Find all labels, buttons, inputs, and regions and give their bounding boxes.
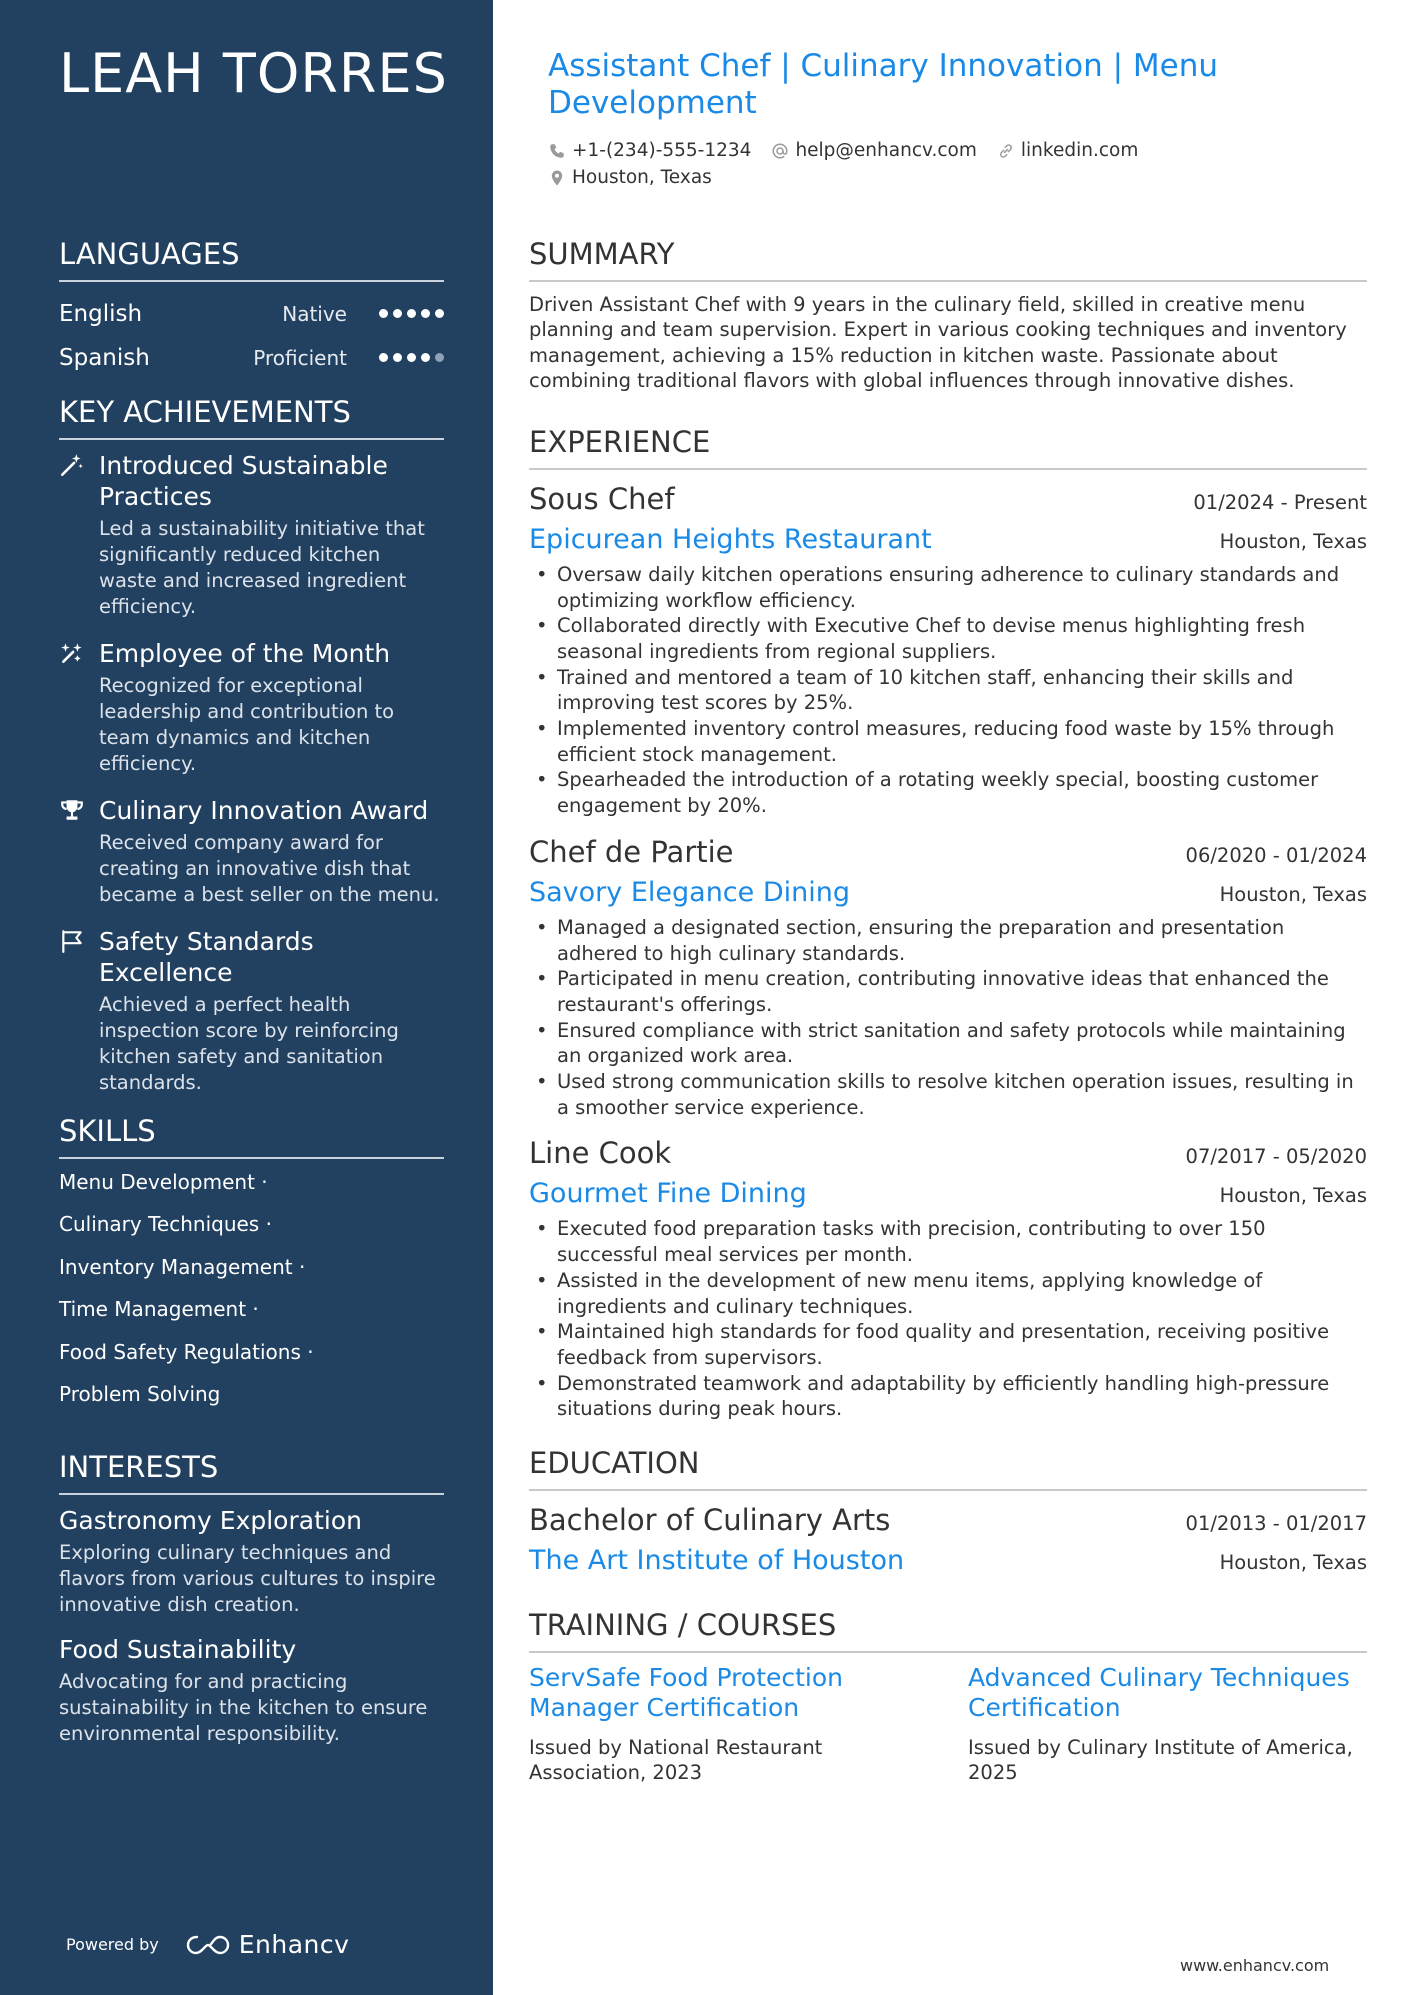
job-bullets [529,915,1367,1121]
education-entry [529,1501,1367,1579]
job-bullet: • Executed food preparation tasks with precision, contributing to over 150 successful meal services per month. [529,1216,1367,1267]
language-row [59,292,444,336]
achievement-item [59,638,444,777]
rating-dot [379,353,388,362]
education-heading: EDUCATION [529,1446,1367,1491]
achievements-heading: KEY ACHIEVEMENTS [59,395,444,440]
course-title: ServSafe Food Protection Manager Certification [529,1662,844,1722]
job-location: Houston, Texas [1219,529,1367,553]
email[interactable] [771,140,976,161]
link-icon [997,142,1015,160]
job-date: 01/2024 - Present [1193,490,1367,514]
education-date: 01/2013 - 01/2017 [1185,1511,1367,1535]
rating-dot [407,309,416,318]
job-bullet: • Trained and mentored a team of 10 kitchen staff, enhancing their skills and improving test scores by 25%. [529,665,1367,716]
skill-item: Inventory Management · [59,1254,306,1279]
job-bullet: • Maintained high standards for food quality and presentation, receiving positive feedback from supervisors. [529,1319,1367,1370]
interests-heading: INTERESTS [59,1450,444,1495]
achievement-desc: Recognized for exceptional leadership and contribution to team dynamics and kitchen efficiency. [99,673,395,775]
course-desc: Issued by National Restaurant Association, 2023 [529,1735,823,1785]
languages-section [59,237,444,380]
skill-item: Food Safety Regulations · [59,1339,314,1364]
education-location: Houston, Texas [1219,1550,1367,1574]
rating-dot [393,309,402,318]
course-item [529,1663,928,1786]
skills-heading: SKILLS [59,1114,444,1159]
email-text: help@enhancv.com [795,140,977,161]
job-bullet: • Implemented inventory control measures, reducing food waste by 15% through efficient stock management. [529,716,1367,767]
enhancv-logo[interactable] [185,1930,350,1959]
powered-by [66,1930,349,1959]
job-location: Houston, Texas [1219,882,1367,906]
interest-title: Gastronomy Exploration [59,1505,362,1535]
job-bullets [529,1216,1367,1422]
rating-dot [421,309,430,318]
powered-by-label: Powered by [66,1935,159,1954]
job-bullet: • Assisted in the development of new menu items, applying knowledge of ingredients and culinary techniques. [529,1268,1367,1319]
job-title: Sous Chef [529,481,675,516]
job-bullet: • Used strong communication skills to resolve kitchen operation issues, resulting in a smoother service experience. [529,1069,1367,1120]
rating-dot [379,309,388,318]
course-desc: Issued by Culinary Institute of America, 2025 [968,1735,1353,1785]
languages-heading: LANGUAGES [59,237,444,282]
language-rating [379,309,444,318]
achievement-item [59,926,444,1096]
language-level: Native [282,301,347,326]
job-title: Chef de Partie [529,834,734,869]
footer-url[interactable]: www.enhancv.com [1180,1956,1330,1975]
achievement-title: Safety Standards Excellence [99,926,314,987]
job-company: Savory Elegance Dining [529,876,851,908]
experience-section [529,425,1367,1436]
linkedin-text: linkedin.com [1020,140,1139,161]
summary-text: Driven Assistant Chef with 9 years in the culinary field, skilled in creative menu planning and team supervision. Expert in various cooking techniques and inventory management, achieving a 15% reduction in kitchen waste. Passionate about combining traditional flavors with global influences through innovative dishes. [529,292,1347,393]
achievement-desc: Received company award for creating an innovative dish that became a best seller on the menu. [99,830,440,906]
job-bullet: • Demonstrated teamwork and adaptability by efficiently handling high-pressure situations during peak hours. [529,1371,1367,1422]
achievement-title: Employee of the Month [99,638,391,668]
location-pin-icon [548,169,566,187]
job-location: Houston, Texas [1219,1184,1367,1208]
interest-title: Food Sustainability [59,1634,297,1664]
language-name: Spanish [59,344,150,371]
achievement-desc: Led a sustainability initiative that significantly reduced kitchen waste and increased ingredient efficiency. [99,516,425,618]
interest-desc: Exploring culinary techniques and flavors from various cultures to inspire innovative dish creation. [59,1540,436,1616]
achievement-item [59,795,444,908]
magic-wand-icon [59,450,99,620]
job-date: 06/2020 - 01/2024 [1185,843,1367,867]
experience-heading: EXPERIENCE [529,425,1367,470]
job-entry [529,833,1367,1121]
education-section [529,1446,1367,1593]
job-bullet: • Oversaw daily kitchen operations ensuring adherence to culinary standards and optimizing workflow efficiency. [529,562,1367,613]
course-item [968,1663,1367,1786]
rating-dot [435,353,444,362]
achievement-title: Introduced Sustainable Practices [99,450,388,511]
job-bullet: • Collaborated directly with Executive Chef to devise menus highlighting fresh seasonal ingredients from regional suppliers. [529,613,1367,664]
skill-item: Culinary Techniques · [59,1212,272,1237]
summary-heading: SUMMARY [529,237,1367,282]
at-icon [771,142,789,160]
job-company: Epicurean Heights Restaurant [529,523,932,555]
contact-info [548,137,1308,191]
linkedin[interactable] [997,140,1138,161]
job-bullet: • Spearheaded the introduction of a rotating weekly special, boosting customer engagement by 20%. [529,767,1367,818]
job-entry [529,1134,1367,1422]
skill-item: Time Management · [59,1297,259,1322]
job-bullet: • Participated in menu creation, contributing innovative ideas that enhanced the restaurant's offerings. [529,966,1367,1017]
achievement-desc: Achieved a perfect health inspection score by reinforcing kitchen safety and sanitation standards. [99,992,399,1094]
interest-desc: Advocating for and practicing sustainability in the kitchen to ensure environmental responsibility. [59,1669,428,1745]
training-section [529,1608,1367,1786]
phone-icon [548,142,566,160]
skill-item: Menu Development · [59,1169,268,1194]
job-entry [529,480,1367,819]
job-title: Line Cook [529,1136,672,1171]
rating-dot [435,309,444,318]
brand-name: Enhancv [238,1930,350,1959]
job-bullet: • Ensured compliance with strict sanitation and safety protocols while maintaining an organized work area. [529,1018,1367,1069]
candidate-name: LEAH TORRES [59,42,448,105]
achievement-item [59,450,444,620]
skill-item: Problem Solving [59,1382,221,1407]
phone[interactable] [548,140,751,161]
rating-dot [407,353,416,362]
sparkle-wand-icon [59,638,99,777]
job-date: 07/2017 - 05/2020 [1185,1145,1367,1169]
headline: Assistant Chef | Culinary Innovation | Menu Development [548,48,1219,121]
job-bullets [529,562,1367,819]
location-text: Houston, Texas [572,167,712,188]
training-heading: TRAINING / COURSES [529,1608,1367,1653]
language-row [59,336,444,380]
achievement-title: Culinary Innovation Award [99,795,429,825]
degree: Bachelor of Culinary Arts [529,1502,891,1537]
language-level: Proficient [253,345,347,370]
skills-section [59,1114,444,1424]
flag-icon [59,926,99,1096]
language-name: English [59,300,143,327]
language-rating [379,353,444,362]
course-title: Advanced Culinary Techniques Certification [968,1662,1350,1722]
summary-section [529,237,1367,394]
location [548,167,712,188]
job-company: Gourmet Fine Dining [529,1178,807,1210]
interests-section [59,1450,444,1763]
achievements-section [59,395,444,1114]
school: The Art Institute of Houston [529,1544,905,1576]
trophy-icon [59,795,99,908]
job-bullet: • Managed a designated section, ensuring the preparation and presentation adhered to high culinary standards. [529,915,1367,966]
infinity-logo-icon [185,1933,231,1957]
phone-text: +1-(234)-555-1234 [572,140,752,161]
rating-dot [421,353,430,362]
sidebar [0,0,493,1995]
rating-dot [393,353,402,362]
